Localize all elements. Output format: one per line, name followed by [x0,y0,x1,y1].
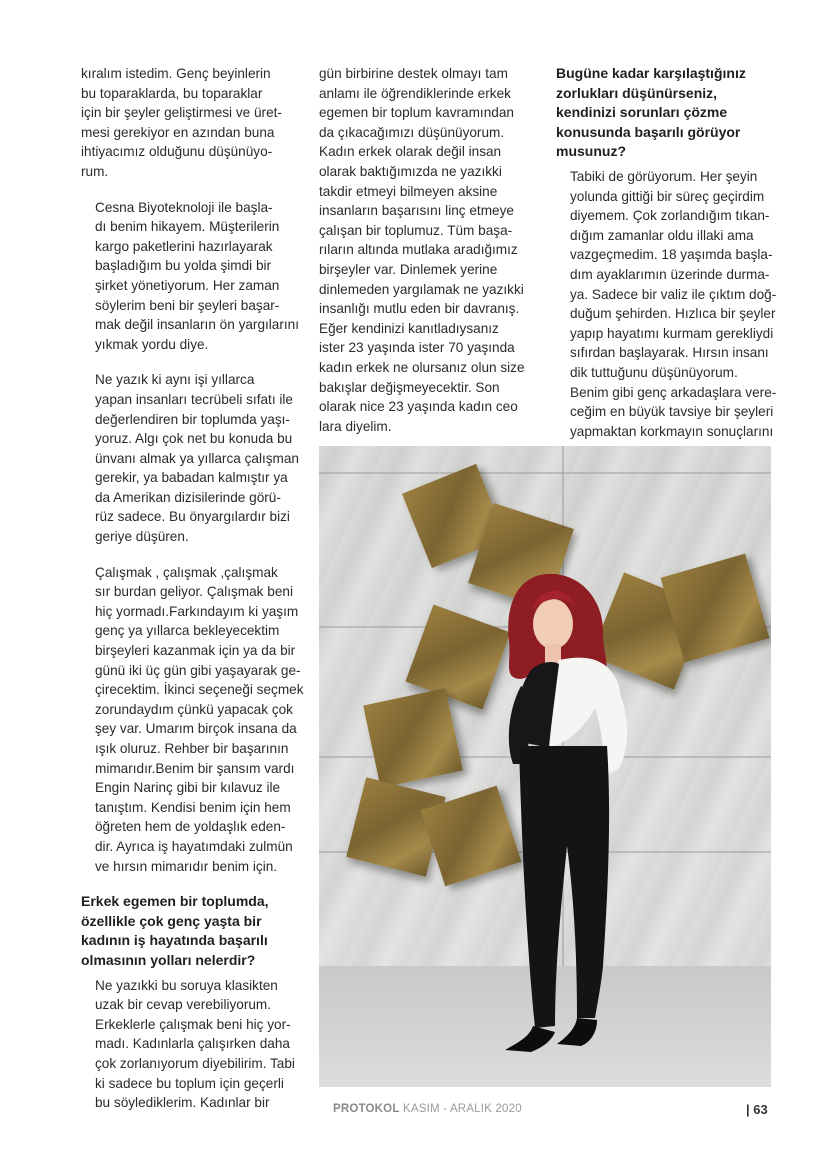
text-line: dığım zamanlar oldu illaki ama [570,227,754,243]
text-line: ihtiyacımız olduğunu düşünüyo- [81,144,273,160]
text-line: lara diyelim. [319,418,392,434]
text-line: mak değil insanların ön yargılarını [95,317,300,333]
text-line: zorundaydım çünkü yapacak çok [95,701,293,717]
text-line: ünvanı almak ya yıllarca çalışman [95,450,299,466]
interview-question [556,64,778,162]
text-line: uzak bir cevap verebiliyorum. [95,997,272,1013]
text-line: hiç yormadı.Farkındayım ki yaşım [95,603,299,619]
text-line: rum. [81,163,109,179]
text-line: Ne yazıkki bu soruya klasikten [95,977,278,993]
text-line: ve hırsın mimarıdır benim için. [95,858,278,874]
interview-question [81,892,307,970]
text-line: genç ya yıllarca bekleyecektim [95,623,280,639]
text-line: ki sadece bu toplum için geçerli [95,1075,284,1091]
paragraph [81,198,307,355]
paragraph [81,976,307,1113]
text-line: olarak nice 23 yaşında kadın ceo [319,399,518,415]
text-line: diyemem. Çok zorlandığım tıkan- [570,208,770,224]
text-line: da çıkacağımızı düşünüyorum. [319,124,505,140]
text-line: Ne yazık ki aynı işi yıllarca [95,372,255,388]
text-line: çalışan bir toplumuz. Tüm başa- [319,222,513,238]
paragraph [81,370,307,546]
text-line: zorlukları düşünürseniz, [556,84,718,101]
text-line: duğum şehirden. Hızlıca bir şeyler [570,306,776,322]
text-line: kıralım istedim. Genç beyinlerin [81,66,271,81]
text-line: Bugüne kadar karşılaştığınız [556,65,746,81]
paragraph [556,167,778,441]
text-line: Cesna Biyoteknoloji ile başla- [95,199,273,215]
text-line: da Amerikan dizisilerinde görü- [95,489,281,505]
paragraph [81,64,307,182]
text-line: başladığım bu yolda şimdi bir [95,258,272,274]
text-line: kendinizi sorunları çözme [556,104,728,121]
text-line: insanlığı mutlu eden bir davranış. [319,301,520,317]
text-line: musunuz? [556,143,626,160]
text-line: ışık oluruz. Rehber bir başarının [95,741,289,756]
text-line: sıfırdan başlayarak. Hırsın insanı [570,345,769,361]
text-line: çirecektim. İkinci seçeneği seçmek [95,682,304,698]
text-column-1 [81,64,307,1129]
text-line: dik tuttuğunu düşünüyorum. [570,364,738,380]
text-line: Tabiki de görüyorum. Her şeyin [570,168,758,184]
text-line: dım ayaklarımın üzerinde durma- [570,266,770,282]
text-line: mimarıdır.Benim bir şansım vardı [95,760,295,776]
text-line: Erkek egemen bir toplumda, [81,893,269,910]
text-line: kadın erkek ne olursanız olun size [319,359,525,375]
text-line: tanıştım. Kendisi benim için hem [95,799,291,815]
text-line: kadının iş hayatında başarılı [81,932,268,949]
woman-figure [319,446,771,1087]
text-line: sır burdan geliyor. Çalışmak beni [95,584,293,600]
text-line: yapan insanları tecrübeli sıfatı ile [95,391,293,407]
text-line: mesi gerekiyor en azından buna [81,124,275,140]
text-line: dı benim hikayem. Müşterilerin [95,219,280,235]
text-line: ceğim en büyük tavsiye bir şeyleri [570,404,774,420]
text-line: rüz sadece. Bu önyargılardır bizi [95,509,290,525]
text-line: gün birbirine destek olmayı tam [319,66,508,81]
text-line: vazgeçmedim. 18 yaşımda başla- [570,247,773,263]
text-line: şirket yönetiyorum. Her zaman [95,277,280,293]
text-line: dinlemeden yargılamak ne yazıkki [319,281,524,297]
text-line: Çalışmak , çalışmak ,çalışmak [95,564,278,580]
text-line: takdir etmeyi bilmeyen aksine [319,183,498,199]
text-column-3 [556,64,778,457]
issue-date: KASIM - ARALIK 2020 [402,1103,522,1115]
text-line: söylerim beni bir şeyleri başar- [95,297,280,313]
text-line: Benim gibi genç arkadaşlara vere- [570,384,777,400]
text-line: şey var. Umarım birçok insana da [95,721,297,737]
portrait-photo [319,446,771,1087]
text-line: yoruz. Algı çok net bu konuda bu [95,431,293,447]
text-line: bu toparaklarda, bu toparaklar [81,85,263,101]
text-line: yapmaktan korkmayın sonuçlarını [570,423,774,439]
text-line: Eğer kendinizi kanıtladıysanız [319,320,499,336]
text-line: ister 23 yaşında ister 70 yaşında [319,340,515,356]
text-line: öğreten hem de yoldaşlık eden- [95,819,286,835]
paragraph [81,563,307,877]
text-line: anlamı ile öğrendiklerinde erkek [319,85,511,101]
text-line: için bir şeyler geliştirmesi ve üret- [81,105,282,121]
text-line: geriye düşüren. [95,529,189,545]
text-line: madı. Kadınlarla çalışırken daha [95,1036,290,1052]
footer-issue [333,1103,522,1115]
magazine-name: PROTOKOL [333,1103,400,1115]
text-line: olmasının yolları nelerdir? [81,951,256,968]
text-line: birşeyleri kazanmak için ya da bir [95,643,296,659]
text-line: yolunda gittiği bir süreç geçirdim [570,188,765,204]
text-line: birşeyler var. Dinlemek yerine [319,261,498,277]
text-line: Engin Narinç gibi bir kılavuz ile [95,780,281,796]
text-line: insanların başarısını linç etmeye [319,203,514,219]
text-line: özellikle çok genç yaşta bir [81,912,262,929]
text-line: konusunda başarılı görüyor [556,123,741,140]
page-number: | 63 [746,1102,768,1117]
text-line: değerlendiren bir toplumda yaşı- [95,411,290,427]
text-line: rıların altında mutlaka aradığımız [319,242,518,258]
text-line: gerekir, ya babadan kalmıştır ya [95,470,288,486]
text-line: çok zorlanıyorum diyebilirim. Tabi [95,1055,295,1071]
text-line: bakışlar değişmeyecektir. Son [319,379,500,395]
text-line: yapıp hayatımı kurmam gerekliydi [570,325,774,341]
text-line: yıkmak yordu diye. [95,336,209,352]
text-line: dir. Ayrıca iş hayatımdaki zulmün [95,838,293,854]
text-line: Erkeklerle çalışmak beni hiç yor- [95,1016,291,1032]
text-line: egemen bir toplum kavramından [319,105,514,121]
text-column-2 [319,64,545,452]
text-line: Kadın erkek olarak değil insan [319,144,502,160]
text-line: bu söylediklerim. Kadınlar bir [95,1095,270,1111]
text-line: kargo paketlerini hazırlayarak [95,238,273,254]
text-line: günü iki üç gün gibi yaşayarak ge- [95,662,301,678]
paragraph [319,64,545,436]
text-line: olarak baktığımızda ne yazıkki [319,163,502,179]
text-line: ya. Sadece bir valiz ile çıktım doğ- [570,286,777,302]
